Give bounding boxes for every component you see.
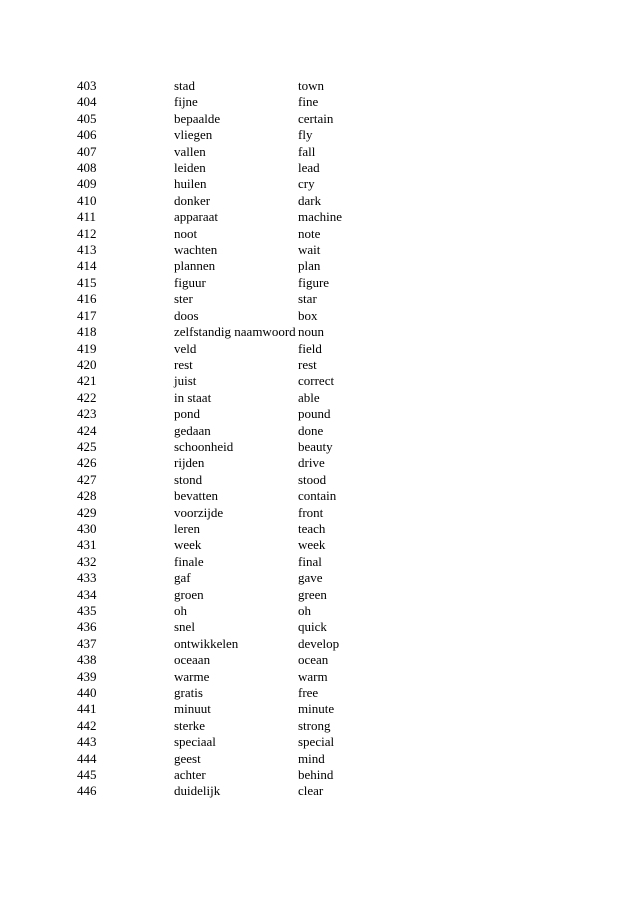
english-word: minute (298, 701, 335, 717)
table-row (71, 570, 378, 586)
table-row (71, 472, 378, 488)
english-word: week (298, 537, 326, 553)
english-word: rest (298, 356, 317, 372)
english-word: noun (298, 324, 324, 340)
english-word: figure (298, 274, 330, 290)
dutch-word: oh (174, 603, 187, 618)
table-row (71, 94, 378, 110)
table-row (71, 488, 378, 504)
row-number: 418 (77, 324, 97, 340)
dutch-word: voorzijde (174, 504, 224, 520)
english-word: develop (298, 635, 340, 651)
table-row (71, 111, 378, 127)
english-word: ocean (298, 652, 329, 668)
table-row (71, 685, 378, 701)
english-word: dark (298, 192, 322, 208)
english-word: mind (298, 750, 325, 766)
english-word: strong (298, 717, 331, 733)
english-word: quick (298, 619, 327, 635)
english-word: fall (298, 143, 316, 159)
table-row (71, 324, 378, 340)
table-row (71, 439, 378, 455)
table-row (71, 537, 378, 553)
table-row (71, 406, 378, 422)
vocabulary-table-body (71, 78, 378, 800)
row-number: 440 (77, 685, 97, 701)
dutch-word: leiden (174, 160, 206, 176)
dutch-word: stad (174, 78, 195, 93)
table-row (71, 423, 378, 439)
dutch-word: veld (174, 340, 197, 356)
row-number: 419 (77, 340, 97, 356)
table-row (71, 78, 378, 94)
english-word: contain (298, 488, 337, 504)
english-word: star (298, 291, 317, 307)
english-word: fine (298, 94, 319, 110)
table-row (71, 669, 378, 685)
dutch-word: sterke (174, 717, 206, 733)
dutch-word: wachten (174, 242, 218, 258)
english-word: stood (298, 471, 327, 487)
table-row (71, 783, 378, 799)
table-row (71, 505, 378, 521)
dutch-word: duidelijk (174, 783, 221, 799)
row-number: 445 (77, 767, 97, 783)
english-word: final (298, 553, 322, 569)
dutch-word: minuut (174, 701, 211, 717)
row-number: 406 (77, 127, 97, 143)
vocabulary-table (71, 78, 378, 800)
dutch-word: gratis (174, 685, 203, 701)
english-word: wait (298, 242, 321, 258)
table-row (71, 242, 378, 258)
english-word: certain (298, 110, 334, 126)
dutch-word: gaf (174, 570, 191, 586)
row-number: 411 (77, 209, 97, 225)
english-word: able (298, 389, 320, 405)
dutch-word: plannen (174, 258, 216, 274)
row-number: 439 (77, 668, 97, 684)
dutch-word: gedaan (174, 422, 211, 438)
table-row (71, 636, 378, 652)
row-number: 427 (77, 471, 97, 487)
table-row (71, 652, 378, 668)
row-number: 420 (77, 356, 97, 372)
dutch-word: finale (174, 553, 204, 569)
dutch-word: geest (174, 750, 201, 766)
table-row (71, 734, 378, 750)
row-number: 405 (77, 110, 97, 126)
row-number: 416 (77, 291, 97, 307)
english-word: box (298, 307, 318, 323)
row-number: 428 (77, 488, 97, 504)
row-number: 432 (77, 553, 97, 569)
dutch-word: ontwikkelen (174, 635, 239, 651)
table-row (71, 127, 378, 143)
row-number: 423 (77, 406, 97, 422)
dutch-word: noot (174, 225, 198, 241)
table-row (71, 603, 378, 619)
row-number: 442 (77, 717, 97, 733)
dutch-word: doos (174, 307, 199, 323)
table-row (71, 619, 378, 635)
dutch-word: oceaan (174, 652, 211, 668)
table-row (71, 341, 378, 357)
dutch-word: schoonheid (174, 438, 234, 454)
dutch-word: fijne (174, 94, 198, 110)
row-number: 430 (77, 520, 97, 536)
table-row (71, 193, 378, 209)
row-number: 414 (77, 258, 97, 274)
row-number: 436 (77, 619, 97, 635)
dutch-word: in staat (174, 389, 212, 405)
row-number: 415 (77, 274, 97, 290)
dutch-word: pond (174, 406, 200, 422)
table-row (71, 308, 378, 324)
table-row (71, 226, 378, 242)
english-word: front (298, 504, 324, 520)
dutch-word: stond (174, 471, 203, 487)
row-number: 444 (77, 750, 97, 766)
table-row (71, 291, 378, 307)
dutch-word: bepaalde (174, 110, 221, 126)
row-number: 408 (77, 160, 97, 176)
row-number: 424 (77, 422, 97, 438)
table-row (71, 521, 378, 537)
table-row (71, 455, 378, 471)
table-row (71, 357, 378, 373)
dutch-word: rijden (174, 455, 205, 471)
row-number: 422 (77, 389, 97, 405)
dutch-word: ster (174, 291, 193, 307)
english-word: teach (298, 520, 326, 536)
row-number: 446 (77, 783, 97, 799)
dutch-word: huilen (174, 176, 207, 192)
english-word: fly (298, 127, 313, 143)
row-number: 441 (77, 701, 97, 717)
table-row (71, 554, 378, 570)
english-word: gave (298, 570, 323, 586)
english-word: behind (298, 767, 334, 783)
row-number: 426 (77, 455, 97, 471)
table-row (71, 587, 378, 603)
table-row (71, 275, 378, 291)
row-number: 437 (77, 635, 97, 651)
english-word: correct (298, 373, 335, 389)
dutch-word: rest (174, 356, 193, 372)
dutch-word: vallen (174, 143, 206, 159)
table-row (71, 160, 378, 176)
table-row (71, 390, 378, 406)
english-word: clear (298, 783, 324, 799)
english-word: free (298, 685, 319, 701)
english-word: drive (298, 455, 325, 471)
row-number: 431 (77, 537, 97, 553)
english-word: pound (298, 406, 331, 422)
row-number: 421 (77, 373, 97, 389)
dutch-word: warme (174, 668, 210, 684)
english-word: oh (298, 603, 311, 618)
row-number: 417 (77, 307, 97, 323)
table-row (71, 209, 378, 225)
row-number: 425 (77, 438, 97, 454)
row-number: 413 (77, 242, 97, 258)
english-word: done (298, 422, 324, 438)
table-row (71, 701, 378, 717)
row-number: 438 (77, 652, 97, 668)
english-word: lead (298, 160, 320, 176)
dutch-word: apparaat (174, 209, 219, 225)
english-word: note (298, 225, 321, 241)
dutch-word: donker (174, 192, 211, 208)
table-row (71, 718, 378, 734)
english-word: machine (298, 209, 343, 225)
row-number: 403 (77, 78, 97, 93)
row-number: 443 (77, 734, 97, 750)
dutch-word: groen (174, 586, 204, 602)
row-number: 434 (77, 586, 97, 602)
dutch-word: bevatten (174, 488, 219, 504)
dutch-word: vliegen (174, 127, 213, 143)
row-number: 404 (77, 94, 97, 110)
dutch-word: figuur (174, 274, 206, 290)
english-word: plan (298, 258, 321, 274)
english-word: cry (298, 176, 315, 192)
dutch-word: leren (174, 520, 200, 536)
english-word: green (298, 586, 327, 602)
dutch-word: achter (174, 767, 206, 783)
table-row (71, 176, 378, 192)
table-row (71, 258, 378, 274)
english-word: town (298, 78, 324, 93)
dutch-word: zelfstandig naamwoord (174, 324, 296, 340)
table-row (71, 373, 378, 389)
english-word: field (298, 340, 322, 356)
row-number: 433 (77, 570, 97, 586)
row-number: 410 (77, 192, 97, 208)
row-number: 435 (77, 603, 97, 618)
english-word: beauty (298, 438, 333, 454)
row-number: 429 (77, 504, 97, 520)
dutch-word: speciaal (174, 734, 216, 750)
dutch-word: snel (174, 619, 195, 635)
table-row (71, 767, 378, 783)
english-word: warm (298, 668, 328, 684)
table-row (71, 144, 378, 160)
row-number: 407 (77, 143, 97, 159)
table-row (71, 751, 378, 767)
row-number: 409 (77, 176, 97, 192)
english-word: special (298, 734, 335, 750)
dutch-word: juist (174, 373, 197, 389)
row-number: 412 (77, 225, 97, 241)
dutch-word: week (174, 537, 202, 553)
